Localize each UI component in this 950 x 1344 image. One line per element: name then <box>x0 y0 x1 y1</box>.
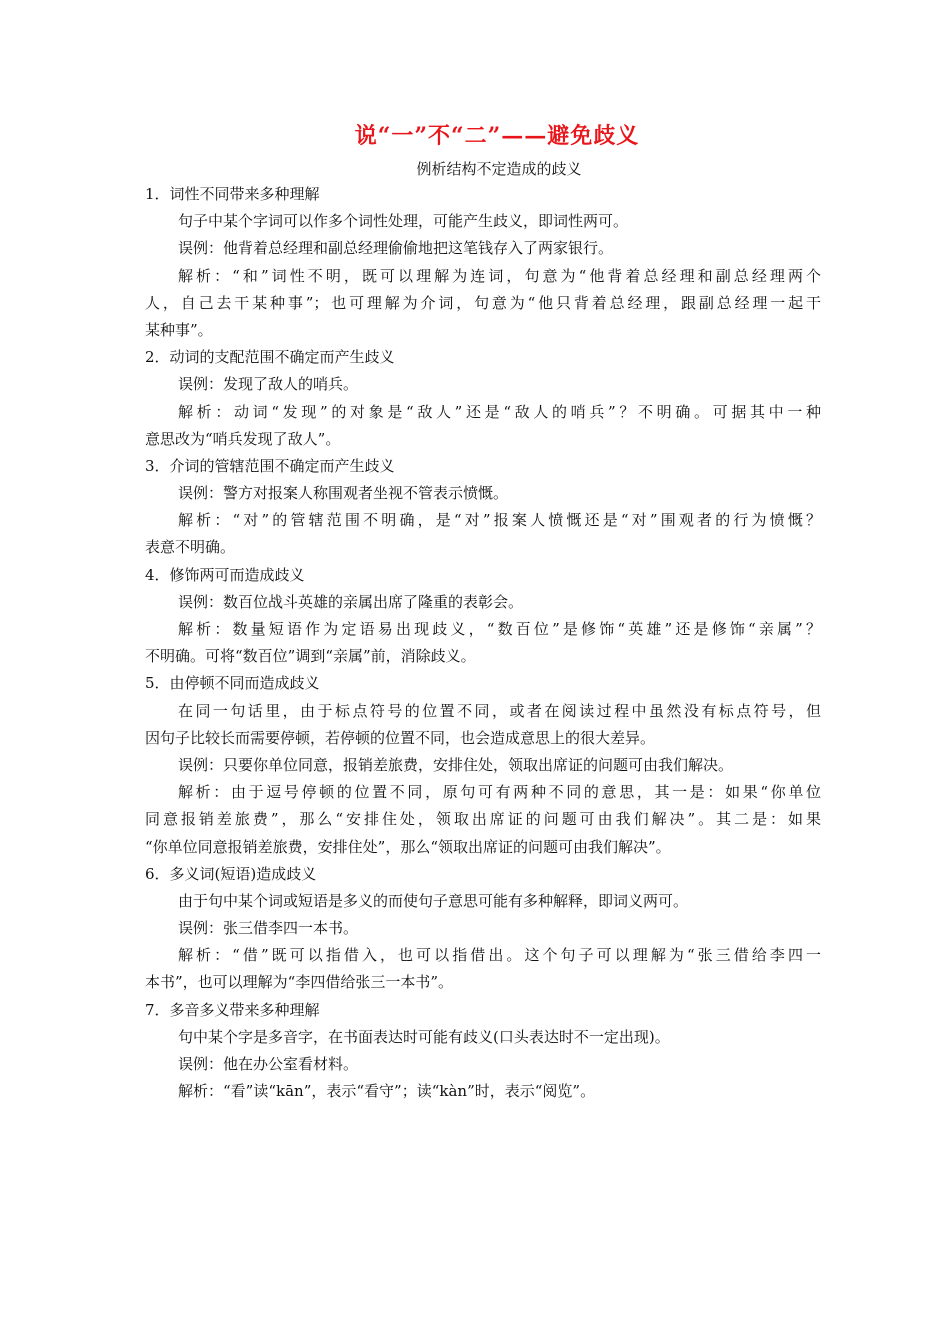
text-line: 因句子比较长而需要停顿，若停顿的位置不同，也会造成意思上的很大差异。 <box>145 728 656 747</box>
text-line: 在同一句话里，由于标点符号的位置不同，或者在阅读过程中虽然没有标点符号，但 <box>178 701 821 720</box>
text-line: 解析：“借”既可以指借入，也可以指借出。这个句子可以理解为“张三借给李四一 <box>178 946 821 965</box>
text-line: 误例：发现了敌人的哨兵。 <box>178 375 359 394</box>
text-line: 2．动词的支配范围不确定而产生歧义 <box>145 348 395 367</box>
text-line: 本书”，也可以理解为“李四借给张三一本书”。 <box>145 973 454 992</box>
text-line: 解析：“对”的管辖范围不明确，是“对”报案人愤慨还是“对”围观者的行为愤慨？ <box>178 511 821 530</box>
document-subtitle: 例析结构不定造成的歧义 <box>416 160 582 178</box>
text-line: 误例：数百位战斗英雄的亲属出席了隆重的表彰会。 <box>178 592 524 611</box>
text-line: 某种事”。 <box>145 320 213 339</box>
text-line: 解析：动词“发现”的对象是“敌人”还是“敌人的哨兵”？不明确。可据其中一种 <box>178 402 821 421</box>
text-line: 句中某个字是多音字，在书面表达时可能有歧义(口头表达时不一定出现)。 <box>178 1027 670 1046</box>
document-title: 说“一”不“二”——避免歧义 <box>354 123 640 149</box>
text-line: 误例：他在办公室看材料。 <box>178 1055 359 1073</box>
text-line: 1．词性不同带来多种理解 <box>145 185 320 203</box>
text-line: 人，自己去干某种事”；也可理解为介词，句意为“他只背着总经理，跟副总经理一起干 <box>145 293 821 312</box>
text-line: 5．由停顿不同而造成歧义 <box>145 674 320 693</box>
text-line: 解析：“看”读“kān”，表示“看守”；读“kàn”时，表示“阅览”。 <box>178 1082 596 1101</box>
text-line: 6．多义词(短语)造成歧义 <box>145 864 317 883</box>
text-line: 表意不明确。 <box>145 538 236 557</box>
text-line: 误例：他背着总经理和副总经理偷偷地把这笔钱存入了两家银行。 <box>178 239 614 258</box>
text-line: 解析：“和”词性不明，既可以理解为连词，句意为“他背着总经理和副总经理两个 <box>178 266 821 285</box>
text-line: 解析：数量短语作为定语易出现歧义，“数百位”是修饰“英雄”还是修饰“亲属”？ <box>178 620 821 638</box>
text-line: 3．介词的管辖范围不确定而产生歧义 <box>145 456 395 475</box>
text-line: 解析：由于逗号停顿的位置不同，原句可有两种不同的意思，其一是：如果“你单位 <box>178 783 821 802</box>
text-line: 由于句中某个词或短语是多义的而使句子意思可能有多种解释，即词义两可。 <box>178 891 689 910</box>
text-line: 不明确。可将“数百位”调到“亲属”前，消除歧义。 <box>145 647 476 666</box>
text-line: 误例：只要你单位同意，报销差旅费，安排住处，领取出席证的问题可由我们解决。 <box>178 755 734 774</box>
text-line: 同意报销差旅费”，那么“安排住处，领取出席证的问题可由我们解决”。其二是：如果 <box>145 810 821 829</box>
text-line: 误例：张三借李四一本书。 <box>178 919 359 938</box>
text-line: 意思改为“哨兵发现了敌人”。 <box>145 429 341 448</box>
text-line: 误例：警方对报案人称围观者坐视不管表示愤慨。 <box>178 484 509 503</box>
text-line: 7．多音多义带来多种理解 <box>145 1000 320 1019</box>
text-line: “你单位同意报销差旅费，安排住处”，那么“领取出席证的问题可由我们解决”。 <box>145 837 671 856</box>
document-body <box>145 181 821 1105</box>
text-line: 句子中某个字词可以作多个词性处理，可能产生歧义，即词性两可。 <box>178 212 629 231</box>
text-line: 4．修饰两可而造成歧义 <box>145 565 305 584</box>
